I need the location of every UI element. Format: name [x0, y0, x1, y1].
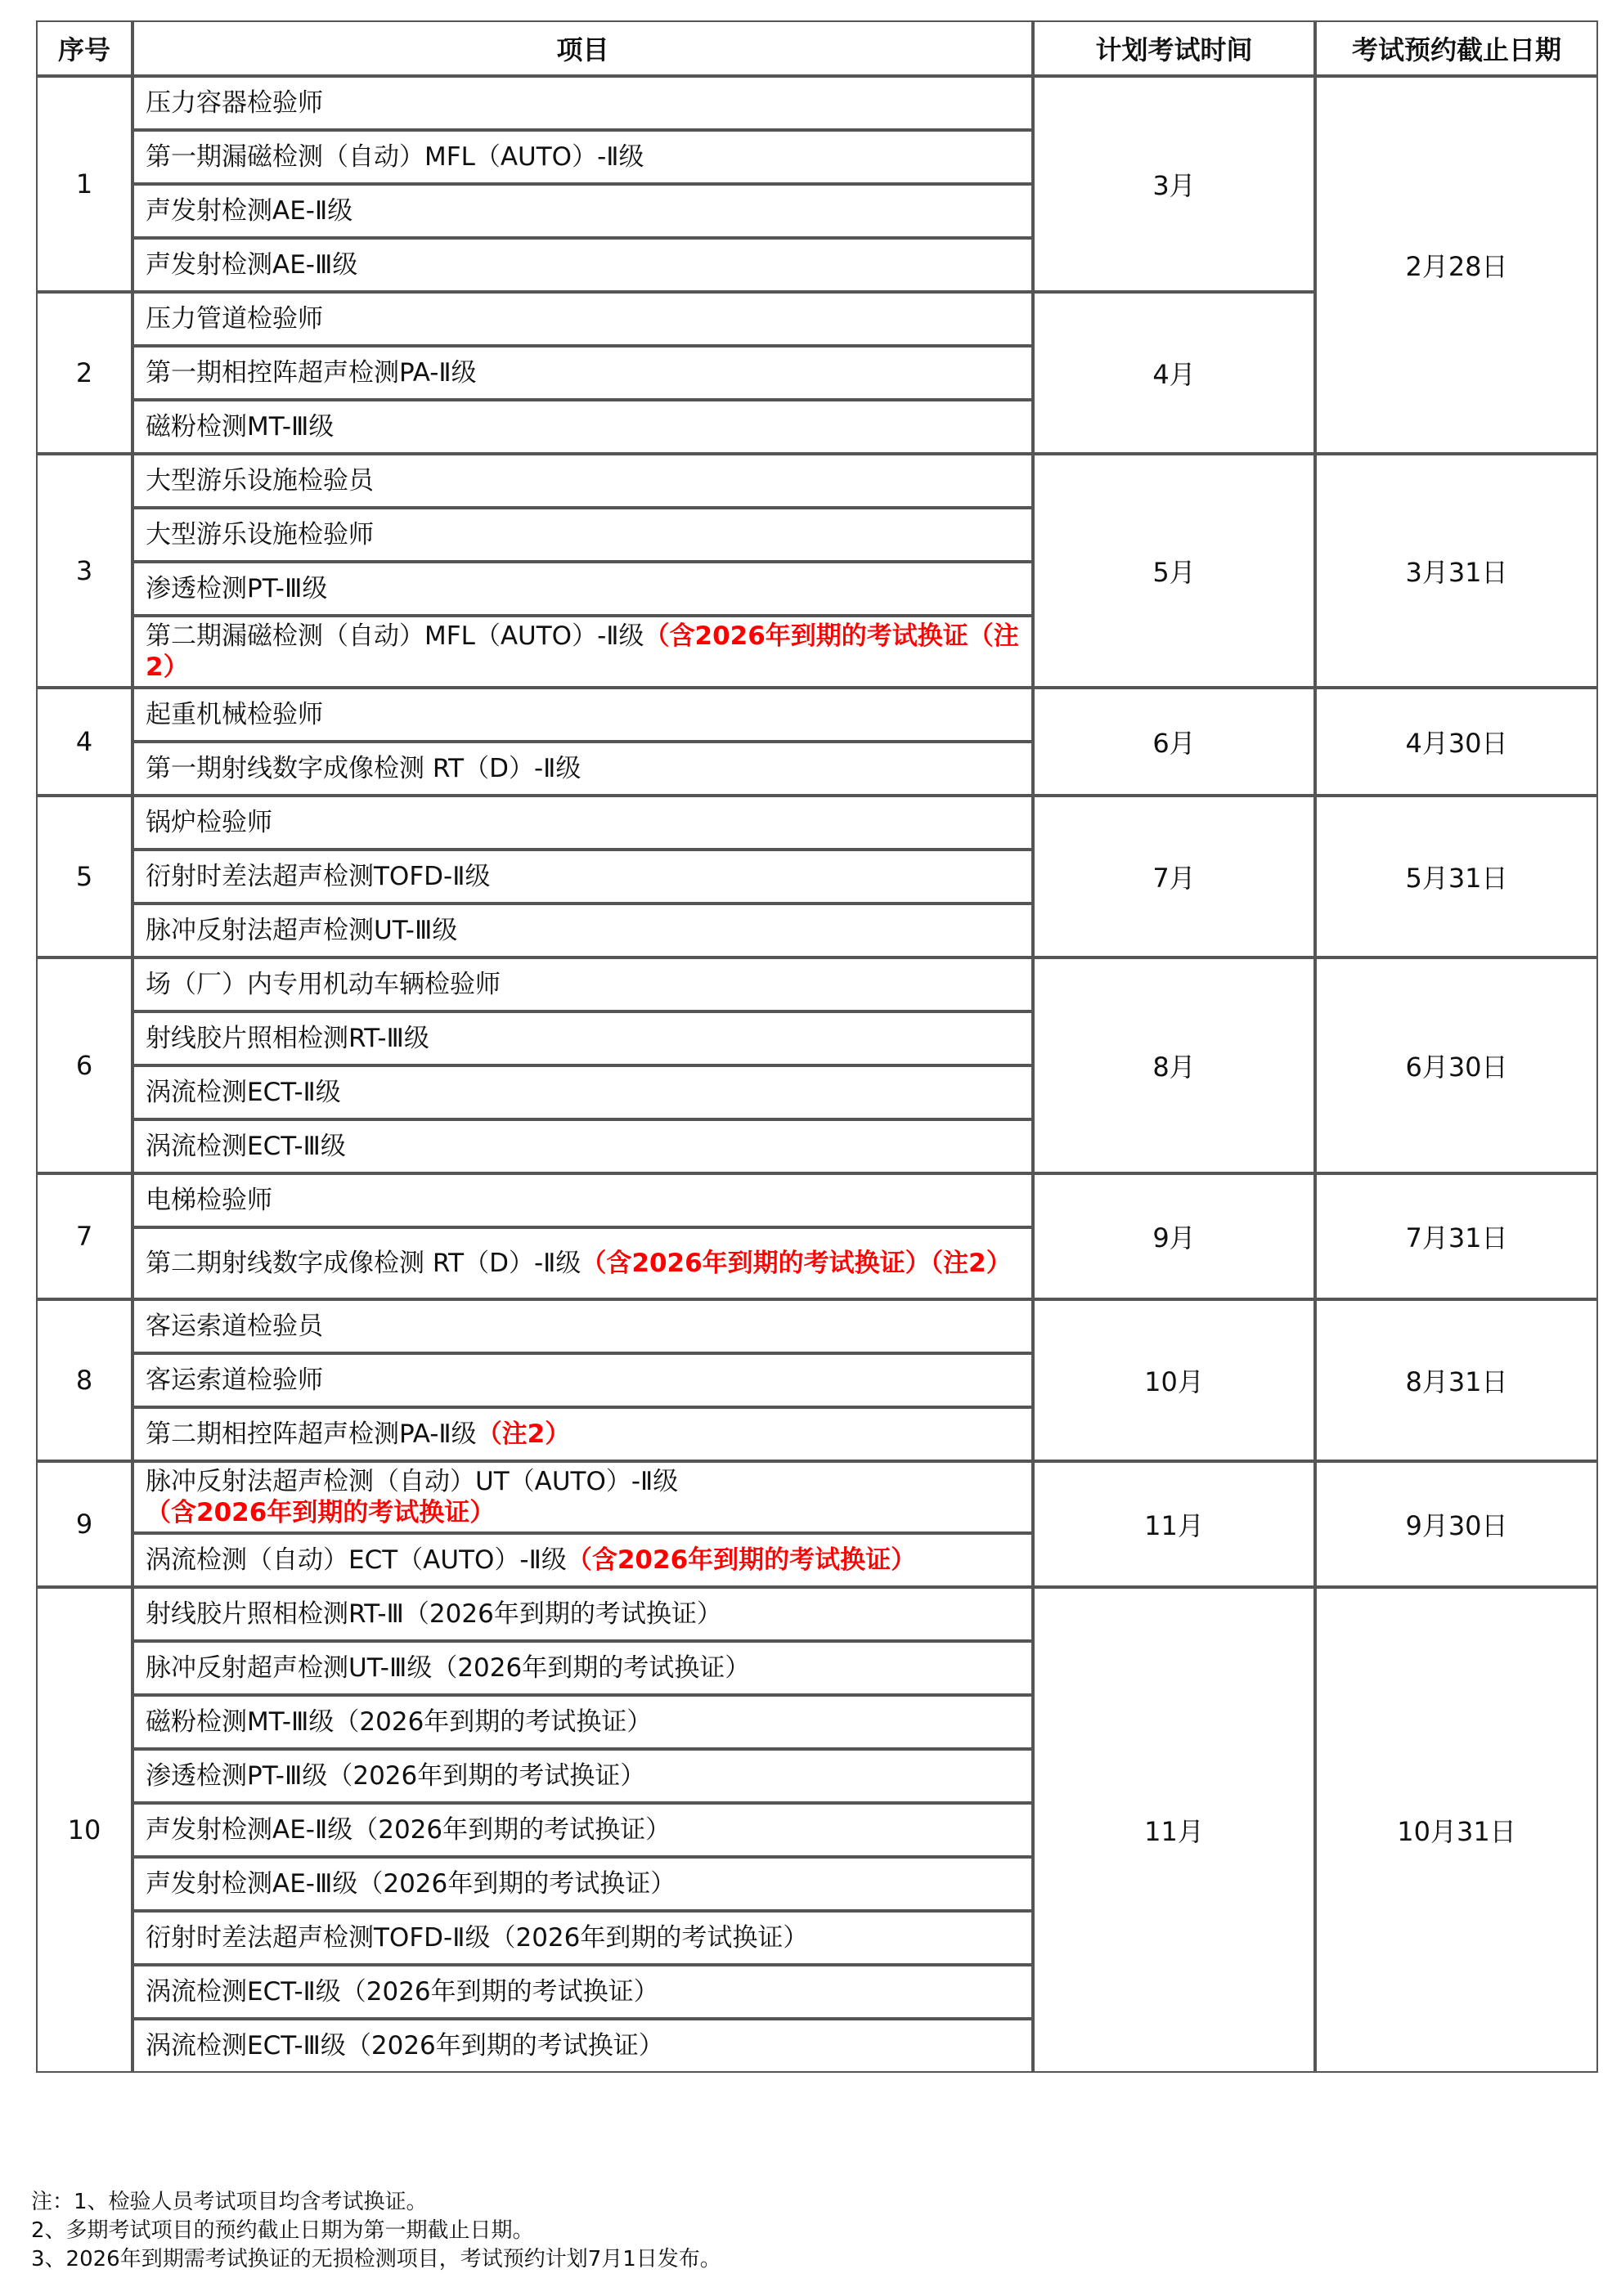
- exam-item-text: 涡流检测ECT-Ⅲ级: [146, 1131, 346, 1161]
- note-2: 2、多期考试项目的预约截止日期为第一期截止日期。: [31, 2218, 534, 2243]
- exam-item: [132, 688, 1033, 742]
- table-row: [36, 76, 1598, 130]
- booking-deadline: 6月30日: [1315, 957, 1598, 1173]
- exam-item: [132, 1857, 1033, 1911]
- exam-item: [132, 1065, 1033, 1119]
- exam-item-text: 锅炉检验师: [146, 807, 272, 837]
- planned-exam-month: 10月: [1033, 1299, 1315, 1461]
- row-number: 5: [36, 796, 132, 957]
- exam-item-remark: （含2026年到期的考试换证）: [566, 1545, 917, 1575]
- exam-item-text: 脉冲反射法超声检测UT-Ⅲ级: [146, 915, 458, 945]
- exam-item-text: 大型游乐设施检验师: [146, 519, 374, 549]
- exam-item: [132, 1011, 1033, 1065]
- exam-item: [132, 1695, 1033, 1749]
- exam-item-text: 脉冲反射超声检测UT-Ⅲ级（2026年到期的考试换证）: [146, 1652, 751, 1683]
- planned-exam-month: 11月: [1033, 1461, 1315, 1587]
- exam-item-text: 声发射检测AE-Ⅱ级: [146, 195, 353, 226]
- exam-item: [132, 1749, 1033, 1803]
- table-row: [36, 1461, 1598, 1533]
- exam-item: [132, 1407, 1033, 1461]
- exam-item: [132, 1803, 1033, 1857]
- booking-deadline: 3月31日: [1315, 454, 1598, 688]
- exam-item-text: 第二期相控阵超声检测PA-Ⅱ级: [146, 1419, 477, 1449]
- booking-deadline: 5月31日: [1315, 796, 1598, 957]
- exam-schedule-table: [36, 20, 1598, 2073]
- table-row: [36, 1299, 1598, 1353]
- exam-item-text: 起重机械检验师: [146, 699, 323, 729]
- exam-item: [132, 1227, 1033, 1299]
- exam-item: [132, 1119, 1033, 1173]
- row-number: 2: [36, 292, 132, 454]
- exam-item-text: 压力管道检验师: [146, 303, 323, 334]
- exam-item-text: 电梯检验师: [146, 1185, 272, 1215]
- exam-item: [132, 742, 1033, 796]
- exam-item: [132, 238, 1033, 292]
- exam-item-text: 涡流检测ECT-Ⅱ级: [146, 1077, 341, 1107]
- exam-item-text: 衍射时差法超声检测TOFD-Ⅱ级（2026年到期的考试换证）: [146, 1922, 809, 1953]
- exam-item-text: 渗透检测PT-Ⅲ级: [146, 573, 328, 603]
- exam-item-text: 涡流检测（自动）ECT（AUTO）-Ⅱ级: [146, 1545, 567, 1575]
- header-row: [36, 20, 1598, 76]
- planned-exam-month: 4月: [1033, 292, 1315, 454]
- header-item: 项目: [132, 20, 1033, 76]
- row-number: 6: [36, 957, 132, 1173]
- exam-item-text: 客运索道检验员: [146, 1311, 323, 1341]
- row-number: 8: [36, 1299, 132, 1461]
- header-num: 序号: [36, 20, 132, 76]
- exam-item-text: 涡流检测ECT-Ⅲ级（2026年到期的考试换证）: [146, 2030, 664, 2061]
- exam-item-text: 渗透检测PT-Ⅲ级（2026年到期的考试换证）: [146, 1760, 646, 1791]
- row-number: 3: [36, 454, 132, 688]
- exam-item-text: 声发射检测AE-Ⅱ级（2026年到期的考试换证）: [146, 1814, 671, 1845]
- row-number: 9: [36, 1461, 132, 1587]
- header-deadline: 考试预约截止日期: [1315, 20, 1598, 76]
- exam-item-text: 客运索道检验师: [146, 1365, 323, 1395]
- exam-item-text: 大型游乐设施检验员: [146, 465, 374, 496]
- exam-item: [132, 796, 1033, 850]
- notes: [31, 2188, 721, 2274]
- exam-item: [132, 1461, 1033, 1533]
- exam-item: [132, 562, 1033, 616]
- exam-item: [132, 904, 1033, 957]
- booking-deadline: 7月31日: [1315, 1173, 1598, 1299]
- note-3: 3、2026年到期需考试换证的无损检测项目，考试预约计划7月1日发布。: [31, 2247, 721, 2271]
- exam-item: [132, 400, 1033, 454]
- booking-deadline: 8月31日: [1315, 1299, 1598, 1461]
- exam-item-text: 第一期相控阵超声检测PA-Ⅱ级: [146, 357, 477, 388]
- exam-item: [132, 1641, 1033, 1695]
- table-row: [36, 957, 1598, 1011]
- exam-item: [132, 508, 1033, 562]
- exam-item-text: 涡流检测ECT-Ⅱ级（2026年到期的考试换证）: [146, 1976, 659, 2007]
- row-number: 10: [36, 1587, 132, 2073]
- exam-item-text: 第一期漏磁检测（自动）MFL（AUTO）-Ⅱ级: [146, 141, 644, 172]
- exam-item-remark: （注2）: [476, 1419, 571, 1449]
- exam-item: [132, 850, 1033, 904]
- exam-item: [132, 1911, 1033, 1965]
- note-1: 注：1、检验人员考试项目均含考试换证。: [31, 2190, 428, 2214]
- exam-item-text: 磁粉检测MT-Ⅲ级（2026年到期的考试换证）: [146, 1706, 653, 1737]
- planned-exam-month: 6月: [1033, 688, 1315, 796]
- exam-item-text: 射线胶片照相检测RT-Ⅲ级: [146, 1023, 429, 1053]
- exam-item-text: 脉冲反射法超声检测（自动）UT（AUTO）-Ⅱ级: [146, 1467, 679, 1496]
- exam-item-text: 第一期射线数字成像检测 RT（D）-Ⅱ级: [146, 753, 581, 783]
- exam-item: [132, 1299, 1033, 1353]
- planned-exam-month: 11月: [1033, 1587, 1315, 2073]
- table-row: [36, 796, 1598, 850]
- exam-item: [132, 76, 1033, 130]
- exam-item-text: 声发射检测AE-Ⅲ级: [146, 249, 358, 280]
- table-row: [36, 1173, 1598, 1227]
- exam-item-text: 磁粉检测MT-Ⅲ级: [146, 411, 335, 442]
- planned-exam-month: 9月: [1033, 1173, 1315, 1299]
- exam-item: [132, 1533, 1033, 1587]
- exam-item: [132, 130, 1033, 184]
- planned-exam-month: 8月: [1033, 957, 1315, 1173]
- table-row: [36, 454, 1598, 508]
- exam-item: [132, 1965, 1033, 2019]
- exam-item-remark: （含2026年到期的考试换证（注2）: [146, 621, 1019, 682]
- booking-deadline: 4月30日: [1315, 688, 1598, 796]
- exam-item: [132, 2019, 1033, 2073]
- exam-item: [132, 292, 1033, 346]
- exam-item-text: 第二期漏磁检测（自动）MFL（AUTO）-Ⅱ级: [146, 621, 644, 651]
- row-number: 1: [36, 76, 132, 292]
- exam-item: [132, 957, 1033, 1011]
- exam-item: [132, 1353, 1033, 1407]
- table-row: [36, 1587, 1598, 1641]
- exam-item-remark: （含2026年到期的考试换证）（注2）: [581, 1249, 1012, 1278]
- planned-exam-month: 5月: [1033, 454, 1315, 688]
- exam-item-text: 声发射检测AE-Ⅲ级（2026年到期的考试换证）: [146, 1868, 676, 1899]
- exam-item-text: 压力容器检验师: [146, 87, 323, 118]
- booking-deadline: 2月28日: [1315, 76, 1598, 454]
- exam-item-text: 射线胶片照相检测RT-Ⅲ（2026年到期的考试换证）: [146, 1599, 722, 1629]
- row-number: 4: [36, 688, 132, 796]
- exam-item: [132, 1173, 1033, 1227]
- exam-item: [132, 346, 1033, 400]
- exam-item-remark: （含2026年到期的考试换证）: [146, 1498, 496, 1527]
- exam-item: [132, 454, 1033, 508]
- booking-deadline: 9月30日: [1315, 1461, 1598, 1587]
- header-month: 计划考试时间: [1033, 20, 1315, 76]
- exam-item-text: 第二期射线数字成像检测 RT（D）-Ⅱ级: [146, 1249, 581, 1278]
- exam-item: [132, 1587, 1033, 1641]
- exam-item-text: 衍射时差法超声检测TOFD-Ⅱ级: [146, 861, 491, 891]
- exam-item: [132, 184, 1033, 238]
- exam-item-text: 场（厂）内专用机动车辆检验师: [146, 969, 501, 999]
- exam-item: [132, 616, 1033, 688]
- planned-exam-month: 3月: [1033, 76, 1315, 292]
- table-row: [36, 688, 1598, 742]
- planned-exam-month: 7月: [1033, 796, 1315, 957]
- table-body: [36, 76, 1598, 2073]
- booking-deadline: 10月31日: [1315, 1587, 1598, 2073]
- row-number: 7: [36, 1173, 132, 1299]
